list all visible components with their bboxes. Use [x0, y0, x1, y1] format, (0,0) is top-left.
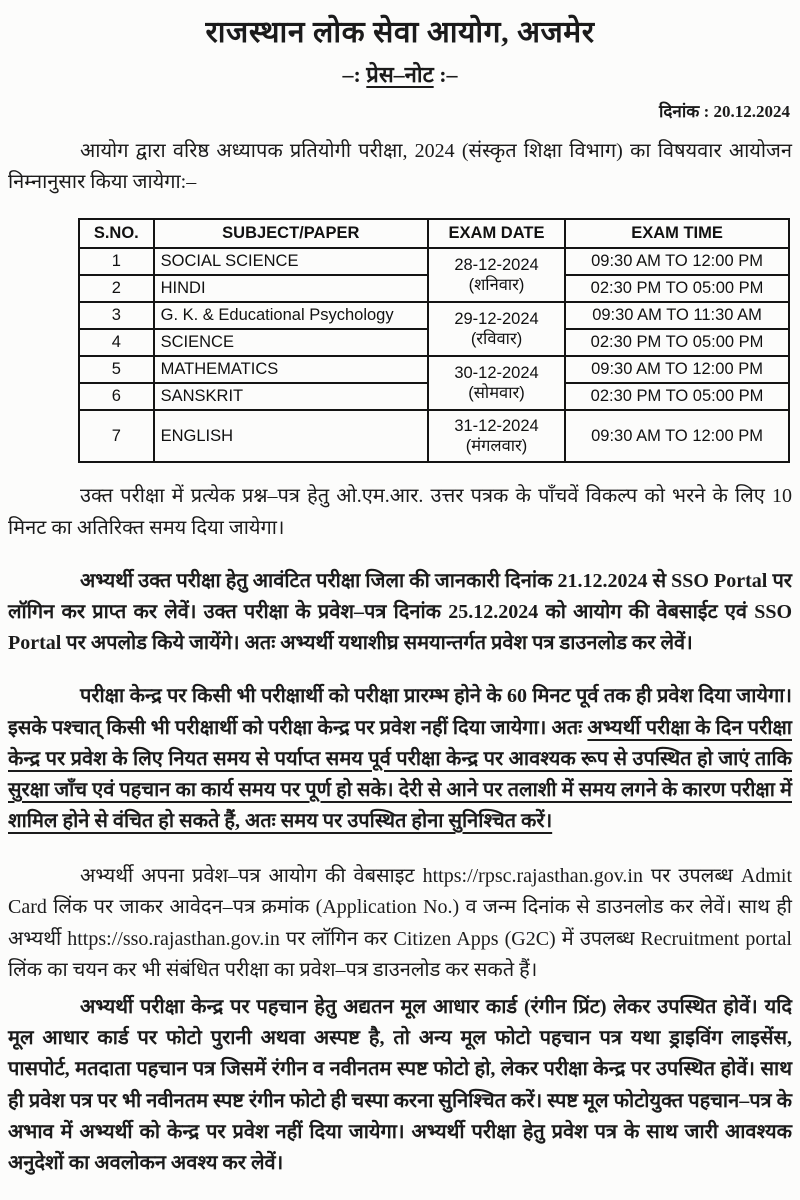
date-line	[8, 99, 792, 122]
cell-sno: 7	[79, 410, 154, 462]
paragraph-entry-time-rule	[8, 681, 792, 837]
cell-exam-time: 09:30 AM TO 12:00 PM	[565, 356, 789, 383]
table-header-row	[79, 219, 789, 248]
page-title: राजस्थान लोक सेवा आयोग, अजमेर	[205, 16, 595, 49]
cell-sno: 3	[79, 302, 154, 329]
entry-rule-plain-text: परीक्षा केन्द्र पर किसी भी परीक्षार्थी को परीक्षा प्रारम्भ होने के 60 मिनट पूर्व तक ही प्रवेश दिया जायेगा। इसके पश्चात् किसी भी परीक्षार्थी को परीक्षा केन्द्र पर प्रवेश नहीं दिया जायेगा। अतः	[8, 685, 792, 739]
table-row	[79, 302, 789, 329]
cell-sno: 1	[79, 248, 154, 275]
exam-date: 30-12-2024	[454, 363, 539, 382]
cell-sno: 4	[79, 329, 154, 356]
cell-exam-date	[428, 302, 565, 356]
cell-subject: SCIENCE	[154, 329, 428, 356]
paragraph-omr-extra-time: उक्त परीक्षा में प्रत्येक प्रश्न–पत्र हेतु ओ.एम.आर. उत्तर पत्रक के पाँचवें विकल्प को भरने के लिए 10 मिनट का अतिरिक्त समय दिया जायेगा।	[8, 485, 792, 539]
subtitle-text: प्रेस–नोट	[366, 62, 434, 87]
intro-paragraph: आयोग द्वारा वरिष्ठ अध्यापक प्रतियोगी परीक्षा, 2024 (संस्कृत शिक्षा विभाग) का विषयवार आयोजन निम्नानुसार किया जायेगा:–	[8, 140, 792, 194]
paragraph-download-instructions: अभ्यर्थी अपना प्रवेश–पत्र आयोग की वेबसाइट https://rpsc.rajasthan.gov.in पर उपलब्ध Admit Card लिंक पर जाकर आवेदन–पत्र क्रमांक (Application No.) व जन्म दिनांक से डाउनलोड कर लेवें। साथ ही अभ्यर्थी https://sso.rajasthan.gov.in पर लॉगिन कर Citizen Apps (G2C) में उपलब्ध Recruitment portal लिंक का चयन कर भी संबंधित परीक्षा का प्रवेश–पत्र डाउनलोड कर सकते हैं।	[8, 865, 792, 981]
date-label: दिनांक :	[659, 102, 714, 121]
table-row	[79, 356, 789, 383]
exam-date: 28-12-2024	[454, 255, 539, 274]
cell-subject: SOCIAL SCIENCE	[154, 248, 428, 275]
press-note-heading	[8, 59, 792, 89]
exam-day: (मंगलवार)	[465, 437, 528, 456]
header-sno: S.NO.	[79, 219, 154, 248]
exam-date: 29-12-2024	[454, 309, 539, 328]
cell-exam-date	[428, 410, 565, 462]
exam-schedule-table	[78, 218, 790, 463]
cell-exam-time: 09:30 AM TO 12:00 PM	[565, 410, 789, 462]
header-exam-date: EXAM DATE	[428, 219, 565, 248]
cell-sno: 6	[79, 383, 154, 410]
cell-sno: 2	[79, 275, 154, 302]
exam-day: (सोमवार)	[468, 384, 525, 403]
cell-exam-time: 09:30 AM TO 11:30 AM	[565, 302, 789, 329]
table-row	[79, 248, 789, 275]
cell-exam-time: 09:30 AM TO 12:00 PM	[565, 248, 789, 275]
table-row	[79, 410, 789, 462]
cell-subject: ENGLISH	[154, 410, 428, 462]
cell-subject: G. K. & Educational Psychology	[154, 302, 428, 329]
exam-day: (रविवार)	[470, 330, 523, 349]
subtitle-prefix: –:	[342, 62, 367, 87]
cell-sno: 5	[79, 356, 154, 383]
exam-date: 31-12-2024	[454, 416, 539, 435]
paragraph-id-proof-requirements: अभ्यर्थी परीक्षा केन्द्र पर पहचान हेतु अद्यतन मूल आधार कार्ड (रंगीन प्रिंट) लेकर उपस्थित होवें। यदि मूल आधार कार्ड पर फोटो पुरानी अथवा अस्पष्ट है, तो अन्य मूल फोटो पहचान पत्र यथा ड्राइविंग लाइसेंस, पासपोर्ट, मतदाता पहचान पत्र जिसमें रंगीन व नवीनतम स्पष्ट फोटो हो, लेकर परीक्षा केन्द्र पर उपस्थित होवें। साथ ही प्रवेश पत्र पर भी नवीनतम स्पष्ट रंगीन फोटो ही चस्पा करना सुनिश्चित करें। स्पष्ट मूल फोटोयुक्त पहचान–पत्र के अभाव में अभ्यर्थी को केन्द्र पर प्रवेश नहीं दिया जायेगा। अभ्यर्थी परीक्षा हेतु प्रवेश पत्र के साथ जारी आवश्यक अनुदेशों का अवलोकन अवश्य कर लेवें।	[8, 996, 792, 1174]
cell-exam-time: 02:30 PM TO 05:00 PM	[565, 275, 789, 302]
entry-rule-underlined-text: अभ्यर्थी परीक्षा के दिन परीक्षा केन्द्र पर प्रवेश के लिए नियत समय से पर्याप्त समय पूर्व परीक्षा केन्द्र पर आवश्यक रूप से उपस्थित हो जाएं ताकि सुरक्षा जाँच एवं पहचान का कार्य समय पर पूर्ण हो सके। देरी से आने पर तलाशी में समय लगने के कारण परीक्षा में शामिल होने से वंचित हो सकते हैं, अतः समय पर उपस्थित होना सुनिश्चित करें।	[8, 716, 792, 833]
cell-subject: HINDI	[154, 275, 428, 302]
exam-day: (शनिवार)	[468, 276, 525, 295]
header-exam-time: EXAM TIME	[565, 219, 789, 248]
cell-exam-time: 02:30 PM TO 05:00 PM	[565, 329, 789, 356]
cell-exam-date	[428, 248, 565, 302]
paragraph-admit-card-upload: अभ्यर्थी उक्त परीक्षा हेतु आवंटित परीक्षा जिला की जानकारी दिनांक 21.12.2024 से SSO Portal पर लॉगिन कर प्राप्त कर लेवें। उक्त परीक्षा के प्रवेश–पत्र दिनांक 25.12.2024 को आयोग की वेबसाईट एवं SSO Portal पर अपलोड किये जायेंगे। अतः अभ्यर्थी यथाशीघ्र समयान्तर्गत प्रवेश पत्र डाउनलोड कर लेवें।	[8, 569, 792, 655]
cell-subject: SANSKRIT	[154, 383, 428, 410]
cell-exam-date	[428, 356, 565, 410]
subtitle-suffix: :–	[433, 62, 458, 87]
header-subject: SUBJECT/PAPER	[154, 219, 428, 248]
cell-subject: MATHEMATICS	[154, 356, 428, 383]
cell-exam-time: 02:30 PM TO 05:00 PM	[565, 383, 789, 410]
date-value: 20.12.2024	[713, 102, 790, 121]
